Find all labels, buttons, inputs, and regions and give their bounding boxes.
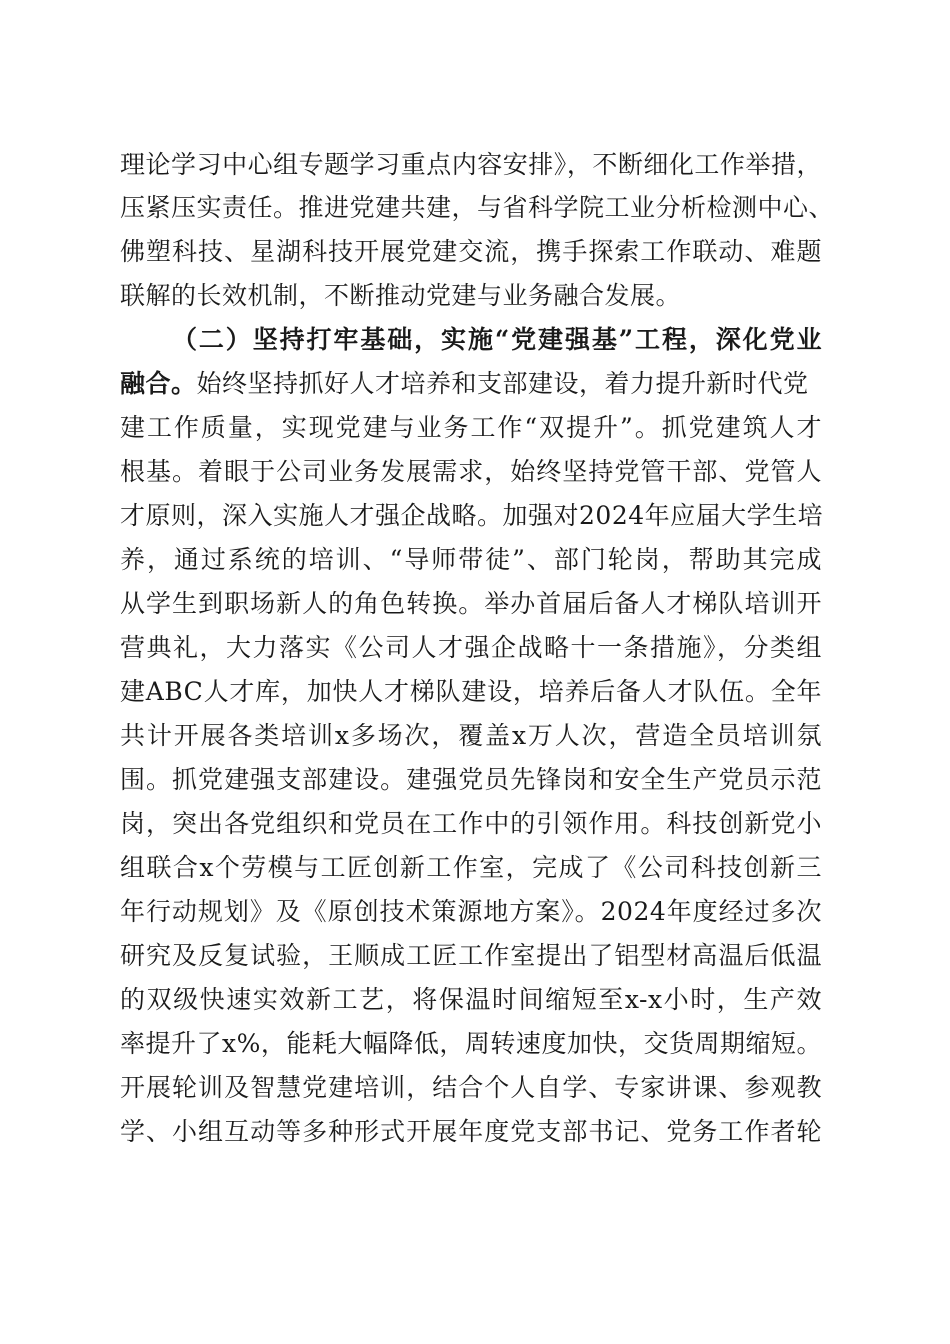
text-line-12: 营典礼，大力落实《公司人才强企战略十一条措施》，分类组: [120, 633, 822, 662]
text-line-18: 年行动规划》及《原创技术策源地方案》。2024年度经过多次: [120, 897, 822, 926]
text-line-4: 联解的长效机制，不断推动党建与业务融合发展。: [120, 281, 682, 310]
text-line-23: 学、小组互动等多种形式开展年度党支部书记、党务工作者轮: [120, 1117, 822, 1146]
text-line-7: 建工作质量，实现党建与业务工作“双提升”。抓党建筑人才: [120, 413, 822, 442]
text-line-17: 组联合x个劳模与工匠创新工作室，完成了《公司科技创新三: [120, 853, 822, 882]
text-line-10: 养，通过系统的培训、“导师带徒”、部门轮岗，帮助其完成: [120, 545, 822, 574]
section-heading-part-2: 融合。: [120, 369, 197, 398]
paragraph-text-start: 始终坚持抓好人才培养和支部建设，着力提升新时代党: [196, 369, 809, 398]
text-line-22: 开展轮训及智慧党建培训，结合个人自学、专家讲课、参观教: [120, 1073, 822, 1102]
text-line-8: 根基。着眼于公司业务发展需求，始终坚持党管干部、党管人: [120, 457, 822, 486]
text-line-20: 的双级快速实效新工艺，将保温时间缩短至x-x小时，生产效: [120, 985, 822, 1014]
text-line-3: 佛塑科技、星湖科技开展党建交流，携手探索工作联动、难题: [120, 237, 822, 266]
text-line-15: 围。抓党建强支部建设。建强党员先锋岗和安全生产党员示范: [120, 765, 822, 794]
text-line-11: 从学生到职场新人的角色转换。举办首届后备人才梯队培训开: [120, 589, 822, 618]
text-line-21: 率提升了x%，能耗大幅降低，周转速度加快，交货周期缩短。: [120, 1029, 822, 1058]
section-heading-line-1: [172, 320, 822, 360]
text-line-19: 研究及反复试验，王顺成工匠工作室提出了铝型材高温后低温: [120, 941, 822, 970]
section-heading-part-1: （二）坚持打牢基础，实施“党建强基”工程，深化党业: [172, 325, 822, 354]
text-line-13: 建ABC人才库，加快人才梯队建设，培养后备人才队伍。全年: [120, 677, 822, 706]
text-line-1: 理论学习中心组专题学习重点内容安排》，不断细化工作举措，: [120, 150, 822, 179]
text-line-14: 共计开展各类培训x多场次，覆盖x万人次，营造全员培训氛: [120, 721, 822, 750]
text-line-9: 才原则，深入实施人才强企战略。加强对2024年应届大学生培: [120, 501, 824, 530]
text-line-16: 岗，突出各党组织和党员在工作中的引领作用。科技创新党小: [120, 809, 822, 838]
text-line-6: [120, 364, 822, 404]
text-line-2: 压紧压实责任。推进党建共建，与省科学院工业分析检测中心、: [120, 193, 835, 222]
